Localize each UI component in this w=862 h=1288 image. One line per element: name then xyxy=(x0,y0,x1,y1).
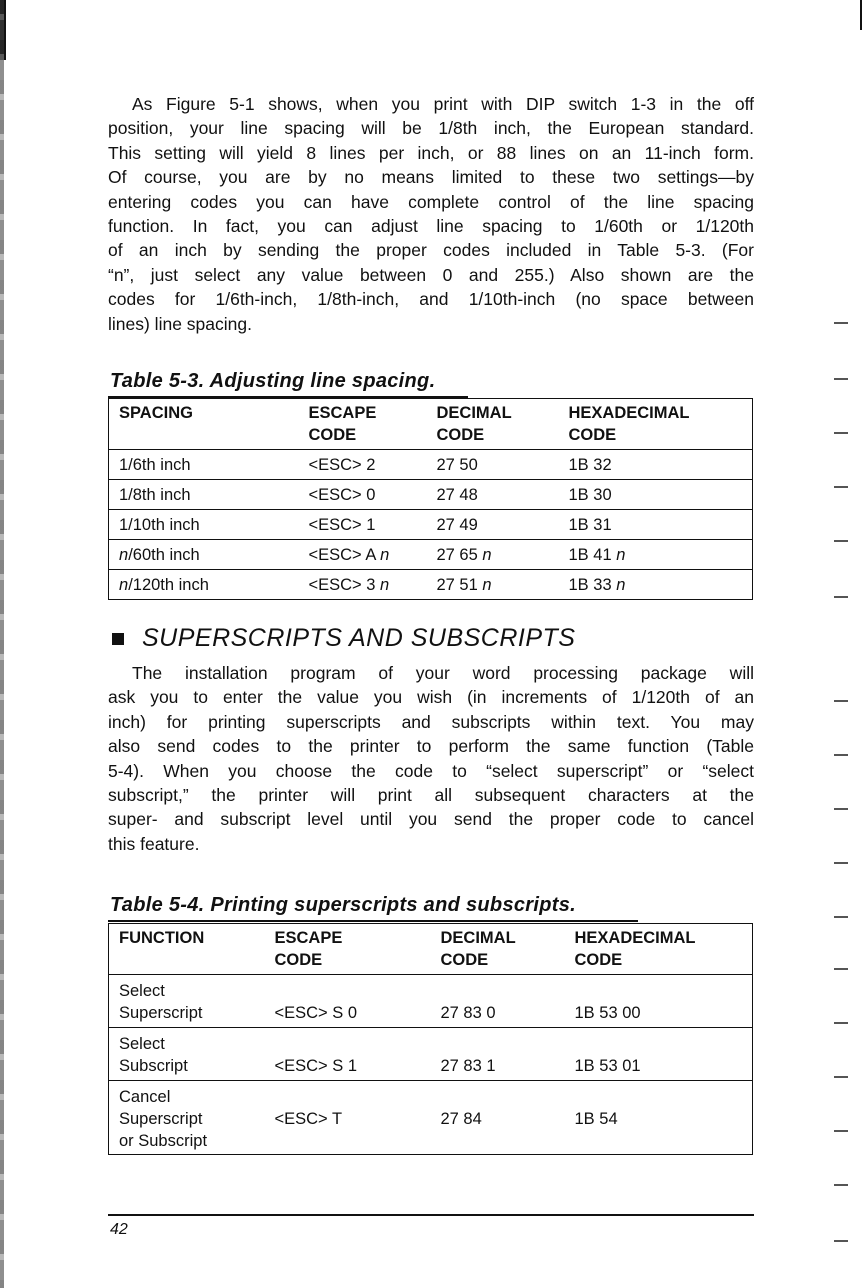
table-row xyxy=(109,1028,753,1081)
text-line: entering codes you can have complete control of the line spacing xyxy=(108,191,754,212)
text-line: ask you to enter the value you wish (in increments of 1/120th of an xyxy=(108,687,754,708)
column-header: HEXADECIMAL CODE xyxy=(559,399,753,450)
table-cell: 27 83 0 xyxy=(431,975,565,1028)
table-5-4-caption: Table 5-4. Printing superscripts and subscripts. xyxy=(110,894,576,916)
table-cell: 1B 54 xyxy=(565,1081,753,1155)
table-row xyxy=(109,510,753,540)
square-bullet-icon xyxy=(112,633,124,645)
column-header: SPACING xyxy=(109,399,299,450)
section-paragraph xyxy=(108,661,754,856)
table-cell: <ESC> T xyxy=(265,1081,431,1155)
text-line: codes for 1/6th-inch, 1/8th-inch, and 1/10th-inch (no space between xyxy=(108,289,754,310)
section-heading xyxy=(112,624,575,653)
margin-mark xyxy=(834,322,848,324)
margin-mark xyxy=(834,808,848,810)
table-5-3-caption: Table 5-3. Adjusting line spacing. xyxy=(110,370,436,392)
table-row xyxy=(109,480,753,510)
section-heading-text: SUPERSCRIPTS AND SUBSCRIPTS xyxy=(142,624,576,652)
caption-underline xyxy=(108,920,638,922)
table-cell: n/120th inch xyxy=(109,570,299,600)
margin-mark xyxy=(834,1240,848,1242)
table-cell: 27 84 xyxy=(431,1081,565,1155)
table-cell: 27 49 xyxy=(427,510,559,540)
column-header: ESCAPE CODE xyxy=(265,924,431,975)
table-row xyxy=(109,570,753,600)
text-line: The installation program of your word processing package will xyxy=(132,663,754,683)
table-cell: 27 51 n xyxy=(427,570,559,600)
text-line: also send codes to the printer to perform the same function (Table xyxy=(108,736,754,757)
table-cell: <ESC> 1 xyxy=(299,510,427,540)
column-header: DECIMAL CODE xyxy=(427,399,559,450)
margin-mark xyxy=(834,596,848,598)
text-line: “n”, just select any value between 0 and 255.) Also shown are the xyxy=(108,264,754,285)
table-cell: 1/6th inch xyxy=(109,450,299,480)
text-line: function. In fact, you can adjust line spacing to 1/60th or 1/120th xyxy=(108,216,754,237)
table-cell: <ESC> 2 xyxy=(299,450,427,480)
margin-mark xyxy=(834,540,848,542)
table-cell: 27 48 xyxy=(427,480,559,510)
table-header-row xyxy=(109,924,753,975)
table-cell: 1B 32 xyxy=(559,450,753,480)
table-row xyxy=(109,540,753,570)
table-cell: <ESC> 3 n xyxy=(299,570,427,600)
table-5-4 xyxy=(108,923,753,1155)
table-cell: 1B 30 xyxy=(559,480,753,510)
table-cell: 27 50 xyxy=(427,450,559,480)
column-header: DECIMAL CODE xyxy=(431,924,565,975)
text-line: As Figure 5-1 shows, when you print with DIP switch 1-3 in the off xyxy=(132,94,754,114)
table-cell: 1B 53 01 xyxy=(565,1028,753,1081)
text-line: Of course, you are by no means limited to these two settings—by xyxy=(108,167,754,188)
table-cell: <ESC> S 0 xyxy=(265,975,431,1028)
text-line: this feature. xyxy=(108,833,200,854)
table-cell: Select Subscript xyxy=(109,1028,265,1081)
table-header-row xyxy=(109,399,753,450)
text-line: super- and subscript level until you send the proper code to cancel xyxy=(108,809,754,830)
table-cell: Select Superscript xyxy=(109,975,265,1028)
text-line: of an inch by sending the proper codes included in Table 5-3. (For xyxy=(108,240,754,261)
table-cell: 1B 31 xyxy=(559,510,753,540)
margin-mark xyxy=(834,486,848,488)
margin-mark xyxy=(834,968,848,970)
intro-paragraph xyxy=(108,92,754,336)
table-cell: <ESC> S 1 xyxy=(265,1028,431,1081)
text-line: position, your line spacing will be 1/8th inch, the European standard. xyxy=(108,118,754,139)
margin-mark xyxy=(834,754,848,756)
footer-rule xyxy=(108,1214,754,1216)
margin-mark xyxy=(834,1130,848,1132)
text-line: subscript,” the printer will print all subsequent characters at the xyxy=(108,785,754,806)
table-cell: 1B 53 00 xyxy=(565,975,753,1028)
margin-mark xyxy=(834,432,848,434)
text-line: This setting will yield 8 lines per inch, or 88 lines on an 11-inch form. xyxy=(108,142,754,163)
margin-mark xyxy=(834,1022,848,1024)
table-cell: 27 83 1 xyxy=(431,1028,565,1081)
margin-mark xyxy=(834,700,848,702)
table-row xyxy=(109,450,753,480)
text-line: 5-4). When you choose the code to “select superscript” or “select xyxy=(108,760,754,781)
table-cell: 1/10th inch xyxy=(109,510,299,540)
page-number: 42 xyxy=(110,1221,128,1238)
text-line: lines) line spacing. xyxy=(108,313,252,334)
table-cell: Cancel Superscript or Subscript xyxy=(109,1081,265,1155)
table-cell: 27 65 n xyxy=(427,540,559,570)
column-header: ESCAPE CODE xyxy=(299,399,427,450)
table-row xyxy=(109,975,753,1028)
margin-mark xyxy=(834,1184,848,1186)
text-line: inch) for printing superscripts and subscripts within text. You may xyxy=(108,711,754,732)
margin-mark xyxy=(834,378,848,380)
column-header: HEXADECIMAL CODE xyxy=(565,924,753,975)
binding-edge xyxy=(0,0,4,1288)
table-row xyxy=(109,1081,753,1155)
table-cell: 1B 41 n xyxy=(559,540,753,570)
margin-mark xyxy=(834,916,848,918)
margin-mark xyxy=(834,862,848,864)
column-header: FUNCTION xyxy=(109,924,265,975)
table-cell: n/60th inch xyxy=(109,540,299,570)
table-cell: <ESC> 0 xyxy=(299,480,427,510)
table-cell: 1/8th inch xyxy=(109,480,299,510)
margin-mark xyxy=(834,1076,848,1078)
table-cell: 1B 33 n xyxy=(559,570,753,600)
table-5-3 xyxy=(108,398,753,600)
table-cell: <ESC> A n xyxy=(299,540,427,570)
